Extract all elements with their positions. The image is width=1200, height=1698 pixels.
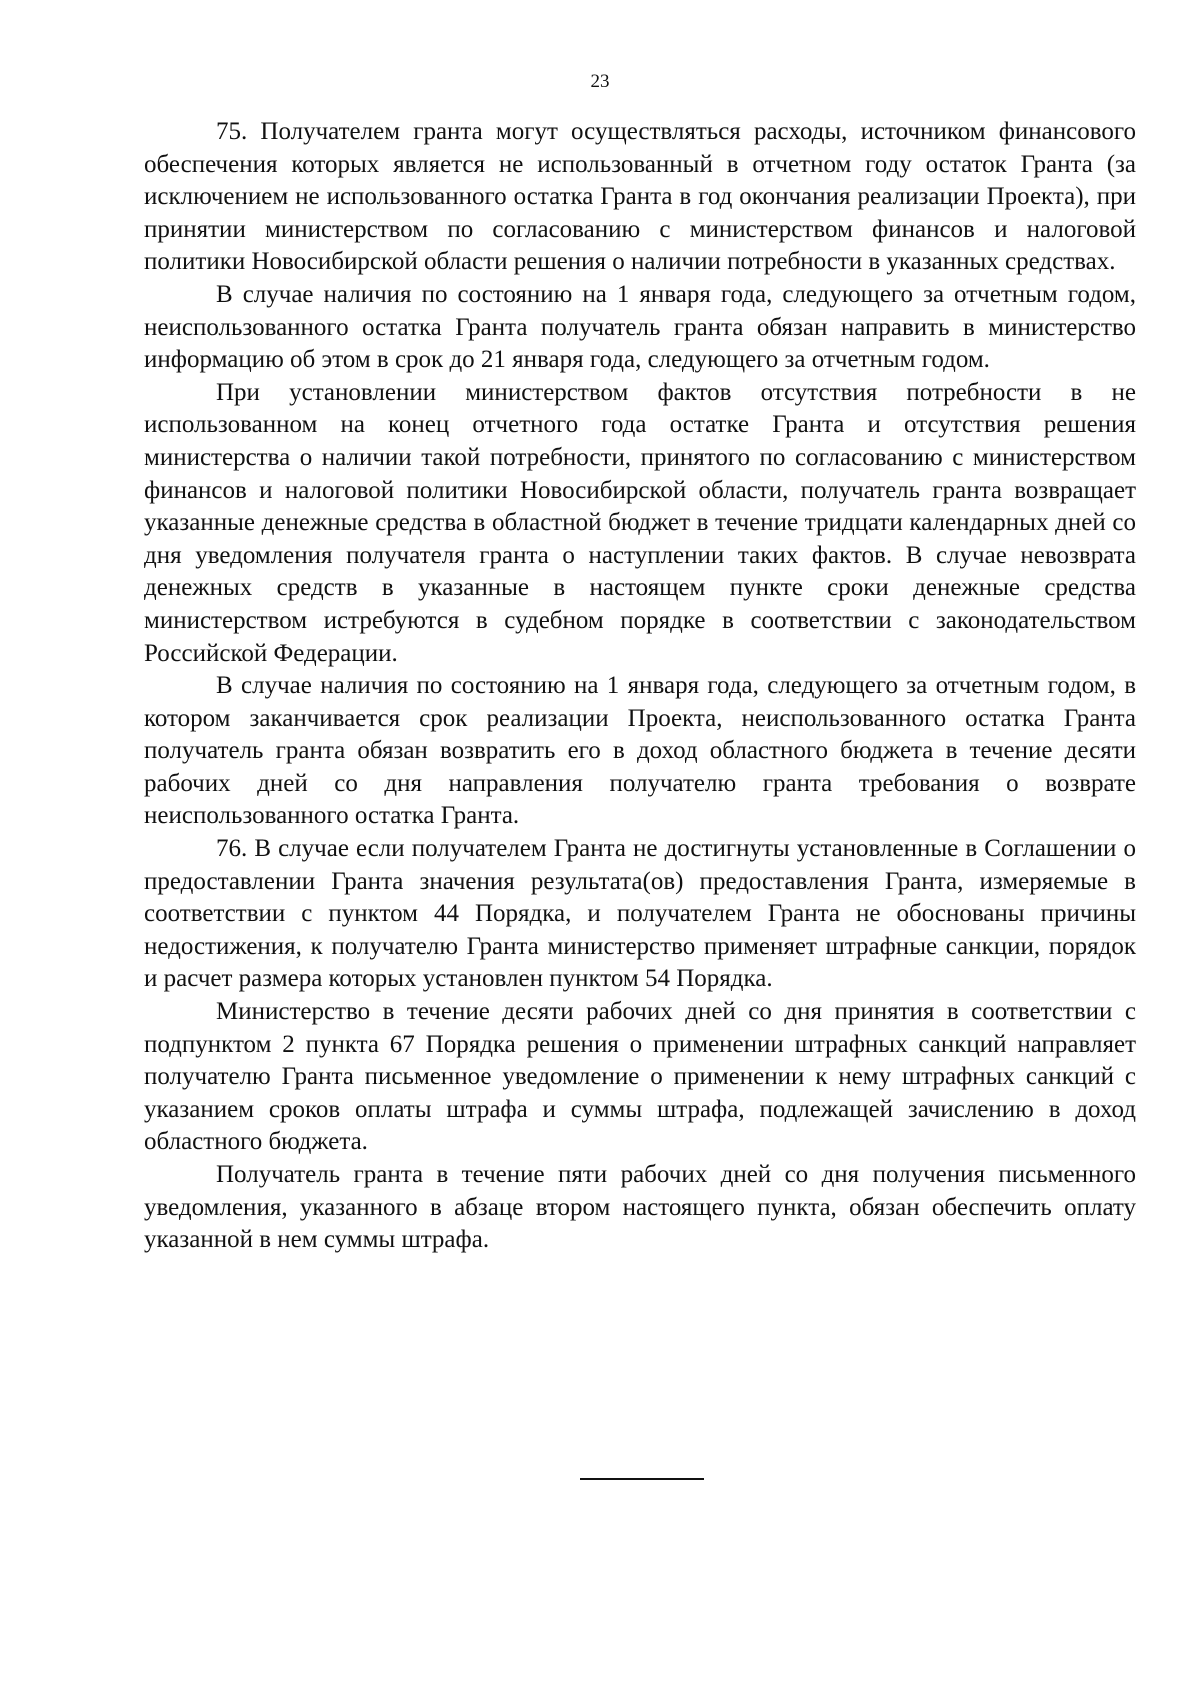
page-number: 23	[590, 71, 610, 92]
document-body	[144, 116, 1136, 1257]
paragraph-75: 75. Получателем гранта могут осуществляться расходы, источником финансового обеспечения которых является не использованный в отчетном году остаток Гранта (за исключением не использованного остатка Гранта в год окончания реализации Проекта), при принятии министерством по согласованию с министерством финансов и налоговой политики Новосибирской области решения о наличии потребности в указанных средствах.	[144, 118, 1136, 276]
end-of-document-line	[580, 1478, 704, 1480]
paragraph-penalty-notice: Министерство в течение десяти рабочих дней со дня принятия в соответствии с подпунктом 2 пункта 67 Порядка решения о применении штрафных санкций направляет получателю Гранта письменное уведомление о применении к нему штрафных санкций с указанием сроков оплаты штрафа и суммы штрафа, подлежащей зачислению в доход областного бюджета.	[144, 998, 1136, 1156]
paragraph-76: 76. В случае если получателем Гранта не достигнуты установленные в Соглашении о предоставлении Гранта значения результата(ов) предоставления Гранта, измеряемые в соответствии с пунктом 44 Порядка, и получателем Гранта не обоснованы причины недостижения, к получателю Гранта министерство применяет штрафные санкции, порядок и расчет размера которых установлен пунктом 54 Порядка.	[144, 835, 1136, 993]
paragraph-no-need-return: При установлении министерством фактов отсутствия потребности в не использованном на конец отчетного года остатке Гранта и отсутствия решения министерства о наличии такой потребности, принятого по согласованию с министерством финансов и налоговой политики Новосибирской области, получатель гранта возвращает указанные денежные средства в областной бюджет в течение тридцати календарных дней со дня уведомления получателя гранта о наступлении таких фактов. В случае невозврата денежных средств в указанные в настоящем пункте сроки денежные средства министерством истребуются в судебном порядке в соответствии с законодательством Российской Федерации.	[144, 378, 1136, 667]
paragraph-penalty-payment: Получатель гранта в течение пяти рабочих дней со дня получения письменного уведомления, указанного в абзаце втором настоящего пункта, обязан обеспечить оплату указанной в нем суммы штрафа.	[144, 1161, 1136, 1254]
paragraph-remainder-report: В случае наличия по состоянию на 1 января года, следующего за отчетным годом, неиспользованного остатка Гранта получатель гранта обязан направить в министерство информацию об этом в срок до 21 января года, следующего за отчетным годом.	[144, 280, 1136, 374]
paragraph-project-end-return: В случае наличия по состоянию на 1 января года, следующего за отчетным годом, в котором заканчивается срок реализации Проекта, неиспользованного остатка Гранта получатель гранта обязан возвратить его в доход областного бюджета в течение десяти рабочих дней со дня направления получателю гранта требования о возврате неиспользованного остатка Гранта.	[144, 672, 1136, 830]
